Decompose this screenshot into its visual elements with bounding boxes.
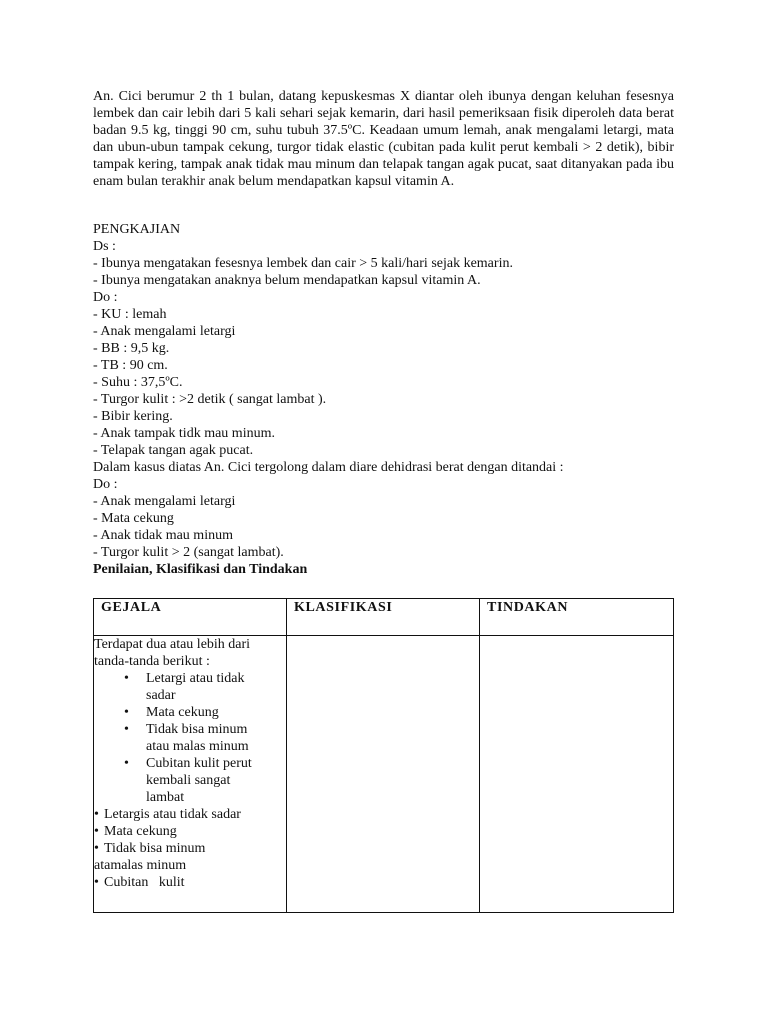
do2-item: - Anak mengalami letargi — [93, 494, 236, 509]
do2-item: - Anak tidak mau minum — [93, 528, 233, 543]
table-header-row — [94, 599, 674, 636]
list-item: • Tidak bisa minum atamalas minum — [94, 841, 206, 873]
document-page — [93, 88, 674, 578]
header-klasifikasi: KLASIFIKASI — [287, 599, 480, 636]
bullet-icon: • — [124, 756, 129, 771]
do-item: - Telapak tangan agak pucat. — [93, 443, 254, 458]
assessment-section — [93, 221, 674, 578]
assessment-table — [93, 598, 674, 913]
bullet-icon: • — [94, 824, 99, 839]
bullet-icon: • — [94, 841, 99, 856]
ds-item: - Ibunya mengatakan fesesnya lembek dan cair > 5 kali/hari sejak kemarin. — [93, 256, 513, 271]
list-item: • Tidak bisa minum atau malas minum — [124, 722, 249, 754]
table-row — [94, 636, 674, 913]
do-item: - Anak mengalami letargi — [93, 324, 236, 339]
do-item: - BB : 9,5 kg. — [93, 341, 170, 356]
cell-gejala — [94, 636, 287, 913]
list-item: • Letargi atau tidak sadar — [124, 671, 245, 703]
bullet-icon: • — [124, 722, 129, 737]
gejala-intro: Terdapat dua atau lebih dari tanda-tanda berikut : — [94, 637, 251, 669]
do-item: - Anak tampak tidk mau minum. — [93, 426, 275, 441]
list-item: • Mata cekung — [124, 705, 219, 720]
assessment-heading: PENGKAJIAN — [93, 222, 181, 237]
do-item: - TB : 90 cm. — [93, 358, 168, 373]
list-item: • Mata cekung — [94, 824, 177, 839]
table-title: Penilaian, Klasifikasi dan Tindakan — [93, 562, 308, 577]
do-label: Do : — [93, 290, 118, 305]
do-item: - Turgor kulit : >2 detik ( sangat lambat ). — [93, 392, 327, 407]
ds-label: Ds : — [93, 239, 116, 254]
list-item: • Cubitan kulit — [94, 875, 185, 890]
list-item: • Cubitan kulit perut kembali sangat lambat — [124, 756, 252, 805]
do2-label: Do : — [93, 477, 118, 492]
bullet-icon: • — [124, 671, 129, 686]
ds-item: - Ibunya mengatakan anaknya belum mendapatkan kapsul vitamin A. — [93, 273, 481, 288]
cell-klasifikasi — [287, 636, 480, 913]
header-tindakan: TINDAKAN — [480, 599, 674, 636]
cell-tindakan — [480, 636, 674, 913]
do-item: - Suhu : 37,5ºC. — [93, 375, 183, 390]
case-paragraph: An. Cici berumur 2 th 1 bulan, datang kepuskesmas X diantar oleh ibunya dengan keluhan fesesnya lembek dan cair lebih dari 5 kali sehari sejak kemarin, dari hasil pemeriksaan fisik diperoleh data berat badan 9.5 kg, tinggi 90 cm, suhu tubuh 37.5ºC. Keadaan umum lemah, anak mengalami letargi, mata dan ubun-ubun tampak cekung, turgor tidak elastic (cubitan pada kulit perut kembali > 2 detik), bibir tampak kering, tampak anak tidak mau minum dan telapak tangan agak pucat, saat ditanyakan pada ibu enam bulan terakhir anak belum mendapatkan kapsul vitamin A. — [93, 89, 674, 189]
do2-item: - Turgor kulit > 2 (sangat lambat). — [93, 545, 284, 560]
header-gejala: GEJALA — [94, 599, 287, 636]
do-item: - Bibir kering. — [93, 409, 173, 424]
do-item: - KU : lemah — [93, 307, 167, 322]
list-item: • Letargis atau tidak sadar — [94, 807, 241, 822]
conclusion-text: Dalam kasus diatas An. Cici tergolong dalam diare dehidrasi berat dengan ditandai : — [93, 460, 564, 475]
do2-item: - Mata cekung — [93, 511, 174, 526]
bullet-icon: • — [124, 705, 129, 720]
bullet-icon: • — [94, 807, 99, 822]
bullet-icon: • — [94, 875, 99, 890]
gejala-bullet-list — [94, 670, 286, 806]
